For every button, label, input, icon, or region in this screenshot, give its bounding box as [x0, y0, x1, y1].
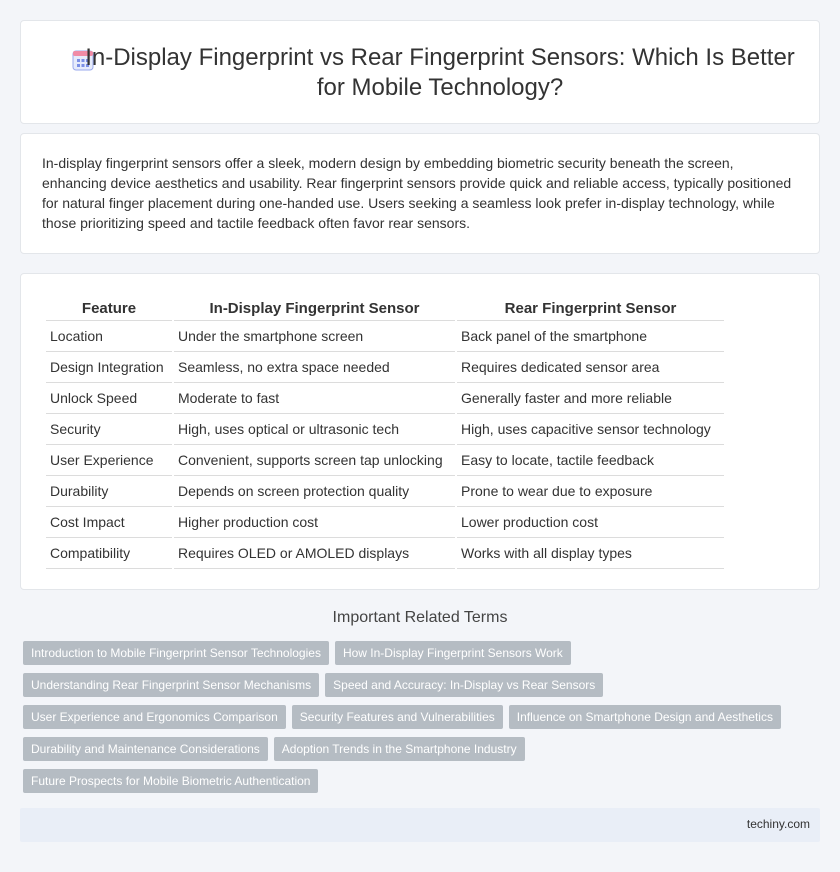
table-cell: Easy to locate, tactile feedback: [457, 445, 724, 476]
table-cell: Cost Impact: [46, 507, 172, 538]
table-row: [46, 538, 724, 569]
table-cell: High, uses capacitive sensor technology: [457, 414, 724, 445]
column-header: In-Display Fingerprint Sensor: [174, 296, 455, 321]
table-cell: Requires dedicated sensor area: [457, 352, 724, 383]
table-row: [46, 476, 724, 507]
tag-row: [23, 705, 803, 737]
footer-site-link[interactable]: techiny.com: [746, 817, 810, 831]
table-cell: Location: [46, 321, 172, 352]
table-row: [46, 507, 724, 538]
intro-paragraph: In-display fingerprint sensors offer a sleek, modern design by embedding biometric security beneath the screen, enhancing device aesthetics and usability. Rear fingerprint sensors provide quick and reliable access, typically positioned for natural finger placement during one-handed use. Users seeking a seamless look prefer in-display technology, while those prioritizing speed and tactile feedback often favor rear sensors.: [42, 155, 792, 231]
table-cell: Security: [46, 414, 172, 445]
related-term-link[interactable]: Security Features and Vulnerabilities: [292, 705, 503, 729]
related-term-link[interactable]: Future Prospects for Mobile Biometric Authentication: [23, 769, 318, 793]
table-cell: Generally faster and more reliable: [457, 383, 724, 414]
header-card: [20, 20, 820, 124]
table-cell: Seamless, no extra space needed: [174, 352, 455, 383]
table-header-row: [46, 296, 724, 321]
table-cell: Compatibility: [46, 538, 172, 569]
table-cell: Durability: [46, 476, 172, 507]
table-cell: Unlock Speed: [46, 383, 172, 414]
table-cell: Prone to wear due to exposure: [457, 476, 724, 507]
related-term-link[interactable]: Adoption Trends in the Smartphone Industry: [274, 737, 525, 761]
table-cell: Design Integration: [46, 352, 172, 383]
comparison-card: [20, 273, 820, 590]
related-term-link[interactable]: Influence on Smartphone Design and Aesthetics: [509, 705, 781, 729]
page-title: In-Display Fingerprint vs Rear Fingerprint Sensors: Which Is Better for Mobile Technology?: [85, 44, 795, 101]
column-header: Feature: [46, 296, 172, 321]
table-row: [46, 352, 724, 383]
table-cell: Moderate to fast: [174, 383, 455, 414]
related-term-link[interactable]: Introduction to Mobile Fingerprint Sensor Technologies: [23, 641, 329, 665]
related-terms-list: [23, 641, 803, 801]
related-term-link[interactable]: How In-Display Fingerprint Sensors Work: [335, 641, 571, 665]
related-terms-heading: Important Related Terms: [332, 609, 508, 626]
table-cell: Lower production cost: [457, 507, 724, 538]
table-cell: Requires OLED or AMOLED displays: [174, 538, 455, 569]
table-cell: Under the smartphone screen: [174, 321, 455, 352]
table-cell: Works with all display types: [457, 538, 724, 569]
related-term-link[interactable]: Understanding Rear Fingerprint Sensor Mechanisms: [23, 673, 319, 697]
footer: [20, 808, 820, 842]
tag-row: [23, 737, 803, 769]
table-row: [46, 445, 724, 476]
tag-row: [23, 673, 803, 705]
table-cell: High, uses optical or ultrasonic tech: [174, 414, 455, 445]
table-cell: Convenient, supports screen tap unlocking: [174, 445, 455, 476]
tag-row: [23, 641, 803, 673]
table-cell: Back panel of the smartphone: [457, 321, 724, 352]
related-term-link[interactable]: Durability and Maintenance Considerations: [23, 737, 268, 761]
related-term-link[interactable]: Speed and Accuracy: In-Display vs Rear Sensors: [325, 673, 603, 697]
tag-row: [23, 769, 803, 801]
column-header: Rear Fingerprint Sensor: [457, 296, 724, 321]
table-row: [46, 321, 724, 352]
table-row: [46, 383, 724, 414]
table-cell: Depends on screen protection quality: [174, 476, 455, 507]
table-cell: Higher production cost: [174, 507, 455, 538]
intro-card: [20, 133, 820, 254]
related-term-link[interactable]: User Experience and Ergonomics Comparison: [23, 705, 286, 729]
table-row: [46, 414, 724, 445]
comparison-table: [44, 296, 726, 569]
table-cell: User Experience: [46, 445, 172, 476]
